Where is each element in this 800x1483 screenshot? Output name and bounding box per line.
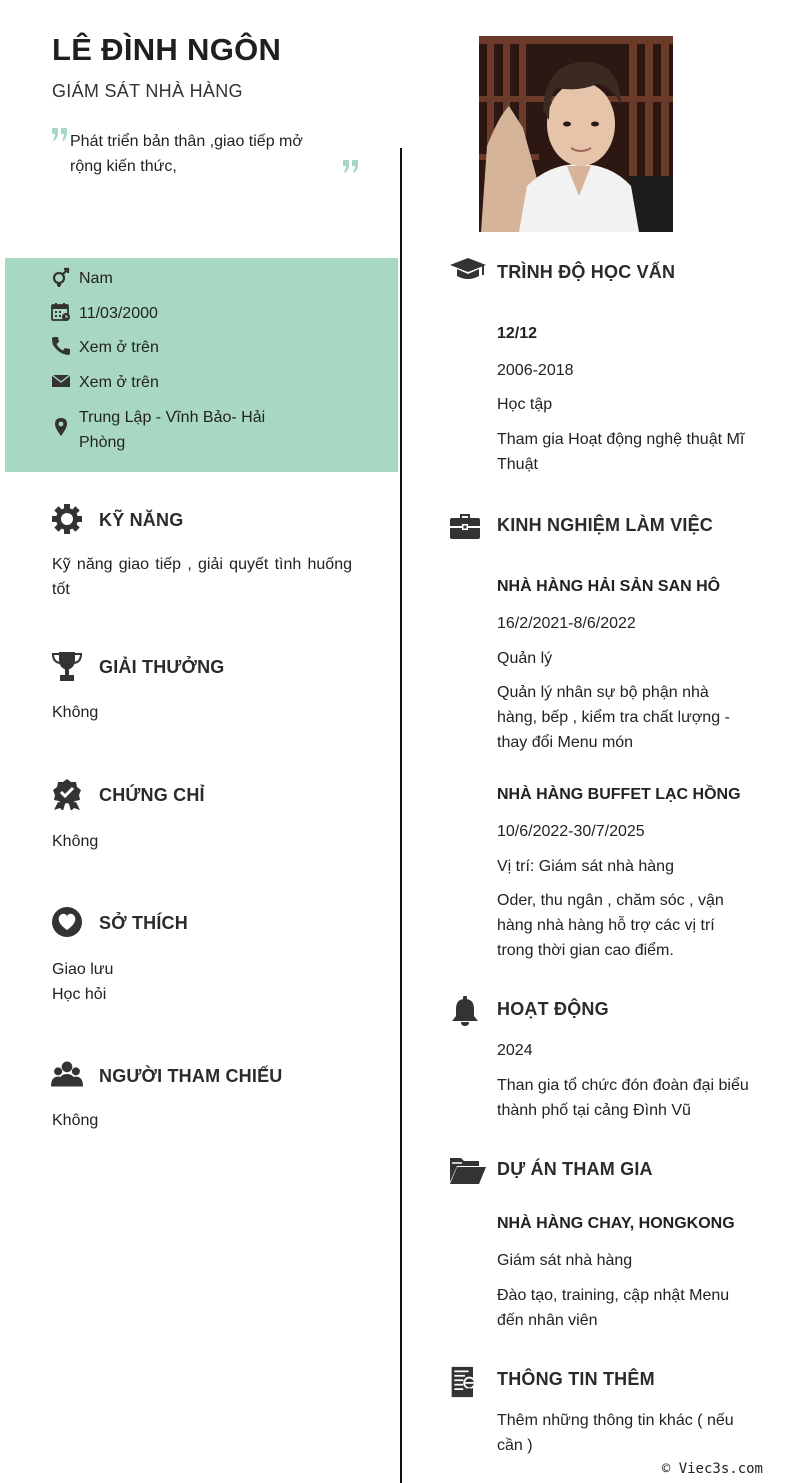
skills-text: Kỹ năng giao tiếp , giải quyết tình huống tốt <box>52 556 352 598</box>
experience-title: KINH NGHIỆM LÀM VIỆC <box>497 515 714 535</box>
project-name: NHÀ HÀNG CHAY, HONGKONG <box>497 1215 735 1232</box>
projects-title: DỰ ÁN THAM GIA <box>497 1159 653 1179</box>
address-row <box>51 405 309 455</box>
awards-title: GIẢI THƯỞNG <box>99 657 225 677</box>
activity-description: Than gia tổ chức đón đoàn đại biểu thành phố tại cảng Đình Vũ <box>497 1077 749 1119</box>
job-period: 16/2/2021-8/6/2022 <box>497 615 636 632</box>
trophy-icon <box>51 650 83 682</box>
activities-title: HOẠT ĐỘNG <box>497 999 609 1019</box>
email-value: Xem ở trên <box>79 374 159 391</box>
job-company: NHÀ HÀNG BUFFET LẠC HỒNG <box>497 786 741 803</box>
activity-year: 2024 <box>497 1042 533 1059</box>
briefcase-icon <box>449 510 481 542</box>
awards-text: Không <box>52 704 99 721</box>
certificates-title: CHỨNG CHỈ <box>99 785 205 805</box>
people-icon <box>51 1058 83 1090</box>
job-description: Quản lý nhân sự bộ phận nhà hàng, bếp , kiểm tra chất lượng - thay đổi Menu món <box>497 684 730 751</box>
skills-title: KỸ NĂNG <box>99 510 184 530</box>
references-text: Không <box>52 1112 99 1129</box>
education-period: 2006-2018 <box>497 362 574 379</box>
gender-value: Nam <box>79 270 113 287</box>
phone-value: Xem ở trên <box>79 339 159 356</box>
job-company: NHÀ HÀNG HẢI SẢN SAN HÔ <box>497 578 721 595</box>
additional-text: Thêm những thông tin khác ( nếu cần ) <box>497 1412 734 1454</box>
watermark: © Viec3s.com <box>661 1461 763 1477</box>
folder-icon <box>449 1154 487 1186</box>
document-info-icon <box>449 1366 481 1398</box>
job-position: Vị trí: Giám sát nhà hàng <box>497 858 674 875</box>
location-pin-icon <box>51 417 71 437</box>
birthday-value: 11/03/2000 <box>79 305 158 322</box>
calendar-icon <box>51 302 71 322</box>
phone-row <box>51 335 309 360</box>
gear-icon <box>51 503 83 535</box>
graduation-cap-icon <box>449 254 487 286</box>
birthday-row <box>51 301 309 326</box>
address-value: Trung Lập - Vĩnh Bảo- Hải Phòng <box>79 409 266 451</box>
education-title: TRÌNH ĐỘ HỌC VẤN <box>497 262 676 282</box>
certificates-text: Không <box>52 833 99 850</box>
quote-close-icon <box>342 158 360 174</box>
references-title: NGƯỜI THAM CHIẾU <box>99 1066 283 1086</box>
job-title: GIÁM SÁT NHÀ HÀNG <box>52 81 243 101</box>
project-role: Giám sát nhà hàng <box>497 1252 633 1269</box>
education-description: Tham gia Hoạt động nghệ thuật Mĩ Thuật <box>497 431 745 473</box>
job-period: 10/6/2022-30/7/2025 <box>497 823 645 840</box>
job-position: Quản lý <box>497 650 553 667</box>
project-description: Đào tạo, training, cập nhật Menu đến nhân viên <box>497 1287 730 1329</box>
hobby-item: Học hỏi <box>52 986 107 1003</box>
gender-row <box>51 266 309 291</box>
hobbies-title: SỞ THÍCH <box>99 913 188 933</box>
additional-title: THÔNG TIN THÊM <box>497 1369 655 1389</box>
education-school: 12/12 <box>497 325 538 342</box>
gender-icon <box>51 267 71 287</box>
candidate-name: LÊ ĐÌNH NGÔN <box>52 32 282 67</box>
avatar <box>479 36 673 232</box>
quote-open-icon <box>51 126 69 142</box>
heart-icon <box>51 906 83 938</box>
bell-icon <box>449 995 481 1027</box>
column-divider <box>400 148 402 1483</box>
email-row <box>51 370 309 395</box>
objective-text: Phát triển bản thân ,giao tiếp mở rộng kiến thức, <box>70 133 303 175</box>
contact-info-box <box>5 258 398 472</box>
phone-icon <box>51 336 71 356</box>
email-icon <box>51 371 71 391</box>
education-major: Học tập <box>497 396 553 413</box>
job-description: Oder, thu ngân , chăm sóc , vận hàng nhà hàng hỗ trợ các vị trí trong thời gian cao điểm. <box>497 892 724 959</box>
hobby-item: Giao lưu <box>52 961 114 978</box>
certificate-badge-icon <box>51 778 83 810</box>
